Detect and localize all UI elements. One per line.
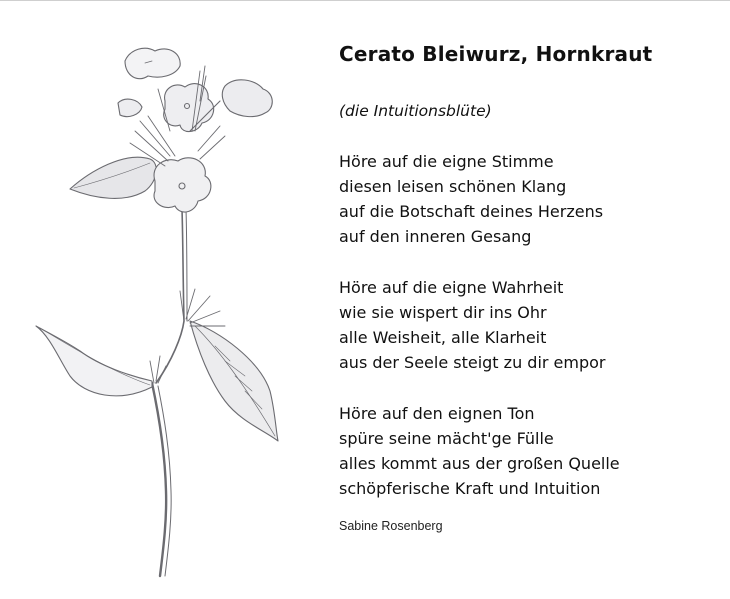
poem-line: auf den inneren Gesang: [339, 227, 532, 246]
poem-author: Sabine Rosenberg: [339, 519, 443, 533]
poem-line: Höre auf die eigne Wahrheit: [339, 278, 564, 297]
poem-line: Höre auf den eignen Ton: [339, 404, 535, 423]
poem-line: alles kommt aus der großen Quelle: [339, 454, 620, 473]
stanza-1: [339, 149, 652, 249]
poem-line: spüre seine mächt'ge Fülle: [339, 429, 554, 448]
flower-illustration: [30, 31, 290, 581]
poem-line: auf die Botschaft deines Herzens: [339, 202, 604, 221]
poem-line: wie sie wispert dir ins Ohr: [339, 303, 547, 322]
stanza-2: [339, 275, 652, 375]
poem-line: aus der Seele steigt zu dir empor: [339, 353, 606, 372]
flower-sketch-icon: [30, 31, 290, 581]
poem: [339, 39, 652, 533]
poem-subtitle: (die Intuitionsblüte): [339, 102, 492, 120]
stanza-3: [339, 401, 652, 501]
poem-line: diesen leisen schönen Klang: [339, 177, 567, 196]
poem-title: Cerato Bleiwurz, Hornkraut: [339, 42, 653, 66]
poem-line: Höre auf die eigne Stimme: [339, 152, 554, 171]
poem-line: schöpferische Kraft und Intuition: [339, 479, 601, 498]
poem-line: alle Weisheit, alle Klarheit: [339, 328, 547, 347]
